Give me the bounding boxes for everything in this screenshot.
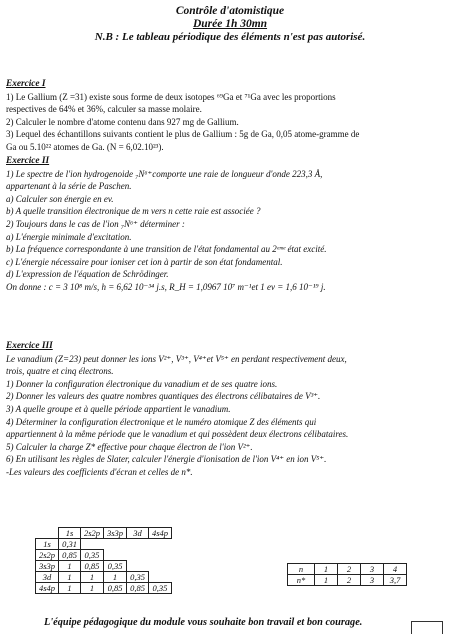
- ex3-line: trois, quatre et cinq électrons.: [6, 366, 114, 377]
- table-cell: 0,85: [59, 550, 81, 561]
- table-row: [36, 572, 172, 583]
- ex3-line: 6) En utilisant les règles de Slater, calculer l'énergie d'ionisation de l'ion V⁴⁺ en ion V⁵⁺.: [6, 454, 327, 465]
- table-corner: [36, 528, 59, 539]
- table-row: [36, 583, 172, 594]
- column-header: 3s3p: [104, 528, 127, 539]
- ex2-line: c) L'énergie nécessaire pour ioniser cet ion à partir de son état fondamental.: [6, 256, 283, 267]
- exam-duration: Durée 1h 30mn: [192, 18, 268, 30]
- table-cell: 3: [361, 575, 384, 586]
- ex3-line: appartiennent à la même période que le vanadium et qui possèdent deux électrons célibataires.: [6, 429, 349, 440]
- row-header: n: [288, 564, 315, 575]
- table-cell: [104, 550, 127, 561]
- ex3-line: 3) A quelle groupe et à quelle période appartient le vanadium.: [6, 403, 231, 414]
- ex1-line: 3) Lequel des échantillons suivants contient le plus de Gallium : 5g de Ga, 0,05 atome-gramme de: [6, 129, 360, 140]
- table-cell: [80, 539, 103, 550]
- table-row: [36, 550, 172, 561]
- ex2-line: b) A quelle transition électronique de m vers n cette raie est associée ?: [6, 206, 261, 217]
- table-cell: 2: [338, 575, 361, 586]
- table-cell: [127, 539, 149, 550]
- ex2-line: a) Calculer son énergie en ev.: [6, 193, 114, 204]
- table-row: [288, 564, 407, 575]
- table-cell: 3,7: [384, 575, 407, 586]
- ex3-line: Le vanadium (Z=23) peut donner les ions V²⁺, V³⁺, V⁴⁺et V⁵⁺ en perdant respectivement deux,: [6, 353, 347, 364]
- table-cell: 0,31: [59, 539, 81, 550]
- row-header: n*: [288, 575, 315, 586]
- effective-quantum-number-table: [287, 563, 407, 586]
- table-cell: [148, 550, 171, 561]
- column-header: 4s4p: [148, 528, 171, 539]
- table-cell: 0,85: [80, 561, 103, 572]
- table-cell: 0,85: [104, 583, 127, 594]
- exercise-1-title: Exercice I: [6, 79, 46, 89]
- ex1-line: 1) Le Gallium (Z =31) existe sous forme de deux isotopes ⁶⁹Ga et ⁷¹Ga avec les proportions: [6, 91, 336, 102]
- table-cell: [127, 550, 149, 561]
- ex2-line: 2) Toujours dans le cas de l'ion ₇N⁶⁺ déterminer :: [6, 218, 185, 229]
- ex2-line: appartenant à la série de Paschen.: [6, 181, 132, 192]
- table-cell: 0,85: [127, 583, 149, 594]
- exercise-2-title: Exercice II: [6, 156, 50, 166]
- table-cell: 0,35: [148, 583, 171, 594]
- column-header: 3d: [127, 528, 149, 539]
- table-cell: 1: [315, 575, 338, 586]
- ex2-line: On donne : c = 3 10⁸ m/s, h = 6,62 10⁻³⁴ j.s, R_H = 1,0967 10⁷ m⁻¹et 1 ev = 1,6 10⁻¹⁹ j.: [6, 281, 326, 292]
- corner-box: [411, 621, 443, 634]
- table-cell: 0,35: [104, 561, 127, 572]
- table-cell: 1: [104, 572, 127, 583]
- row-header: 3d: [36, 572, 59, 583]
- ex1-line: respectives de 64% et 36%, calculer sa masse molaire.: [6, 104, 202, 115]
- table-cell: [104, 539, 127, 550]
- table-row: [36, 539, 172, 550]
- table-cell: 1: [315, 564, 338, 575]
- row-header: 1s: [36, 539, 59, 550]
- column-header: 2s2p: [80, 528, 103, 539]
- ex3-line: 5) Calculer la charge Z* effective pour chaque électron de l'ion V²⁺.: [6, 441, 253, 452]
- table-cell: 3: [361, 564, 384, 575]
- ex3-line: -Les valeurs des coefficients d'écran et celles de n*.: [6, 466, 193, 477]
- ex3-line: 2) Donner les valeurs des quatre nombres quantiques des électrons célibataires de V³⁺.: [6, 391, 321, 402]
- exam-title: Contrôle d'atomistique: [175, 5, 285, 17]
- ex2-line: a) L'énergie minimale d'excitation.: [6, 231, 132, 242]
- table-cell: 1: [59, 572, 81, 583]
- header: [0, 5, 460, 44]
- table-cell: 2: [338, 564, 361, 575]
- row-header: 3s3p: [36, 561, 59, 572]
- table-cell: [127, 561, 149, 572]
- table-cell: 1: [59, 561, 81, 572]
- exam-note: N.B : Le tableau périodique des éléments n'est pas autorisé.: [94, 31, 366, 43]
- table-cell: 1: [80, 572, 103, 583]
- table-cell: 0,35: [127, 572, 149, 583]
- table-row: [36, 561, 172, 572]
- ex3-line: 4) Déterminer la configuration électronique et le numéro atomique Z des éléments qui: [6, 416, 317, 427]
- ex2-line: d) L'expression de l'équation de Schrödinger.: [6, 269, 169, 280]
- table-cell: 0,35: [80, 550, 103, 561]
- table-cell: 1: [80, 583, 103, 594]
- table-cell: 4: [384, 564, 407, 575]
- exercise-3: [6, 340, 454, 479]
- slater-coefficients-table: [35, 527, 172, 594]
- ex1-line: 2) Calculer le nombre d'atome contenu dans 927 mg de Gallium.: [6, 116, 239, 127]
- ex2-line: b) La fréquence correspondante à une transition de l'état fondamental au 2ᵉᵐᵉ état excité.: [6, 244, 327, 255]
- exercise-3-title: Exercice III: [6, 341, 53, 351]
- table-cell: [148, 572, 171, 583]
- table-cell: [148, 561, 171, 572]
- table-cell: [148, 539, 171, 550]
- row-header: 4s4p: [36, 583, 59, 594]
- column-header: 1s: [59, 528, 81, 539]
- row-header: 2s2p: [36, 550, 59, 561]
- ex2-line: 1) Le spectre de l'ion hydrogenoide ₇N⁶⁺comporte une raie de longueur d'onde 223,3 Å,: [6, 168, 323, 179]
- table-row: [288, 575, 407, 586]
- footer-message: L'équipe pédagogique du module vous souhaite bon travail et bon courage.: [44, 617, 363, 628]
- table-row: [36, 528, 172, 539]
- exercise-1: [6, 78, 454, 154]
- ex3-line: 1) Donner la configuration électronique du vanadium et de ses quatre ions.: [6, 378, 278, 389]
- table-cell: 1: [59, 583, 81, 594]
- exercise-2: [6, 155, 454, 294]
- ex1-line: Ga ou 5.10²² atomes de Ga. (N = 6,02.10²³).: [6, 141, 164, 152]
